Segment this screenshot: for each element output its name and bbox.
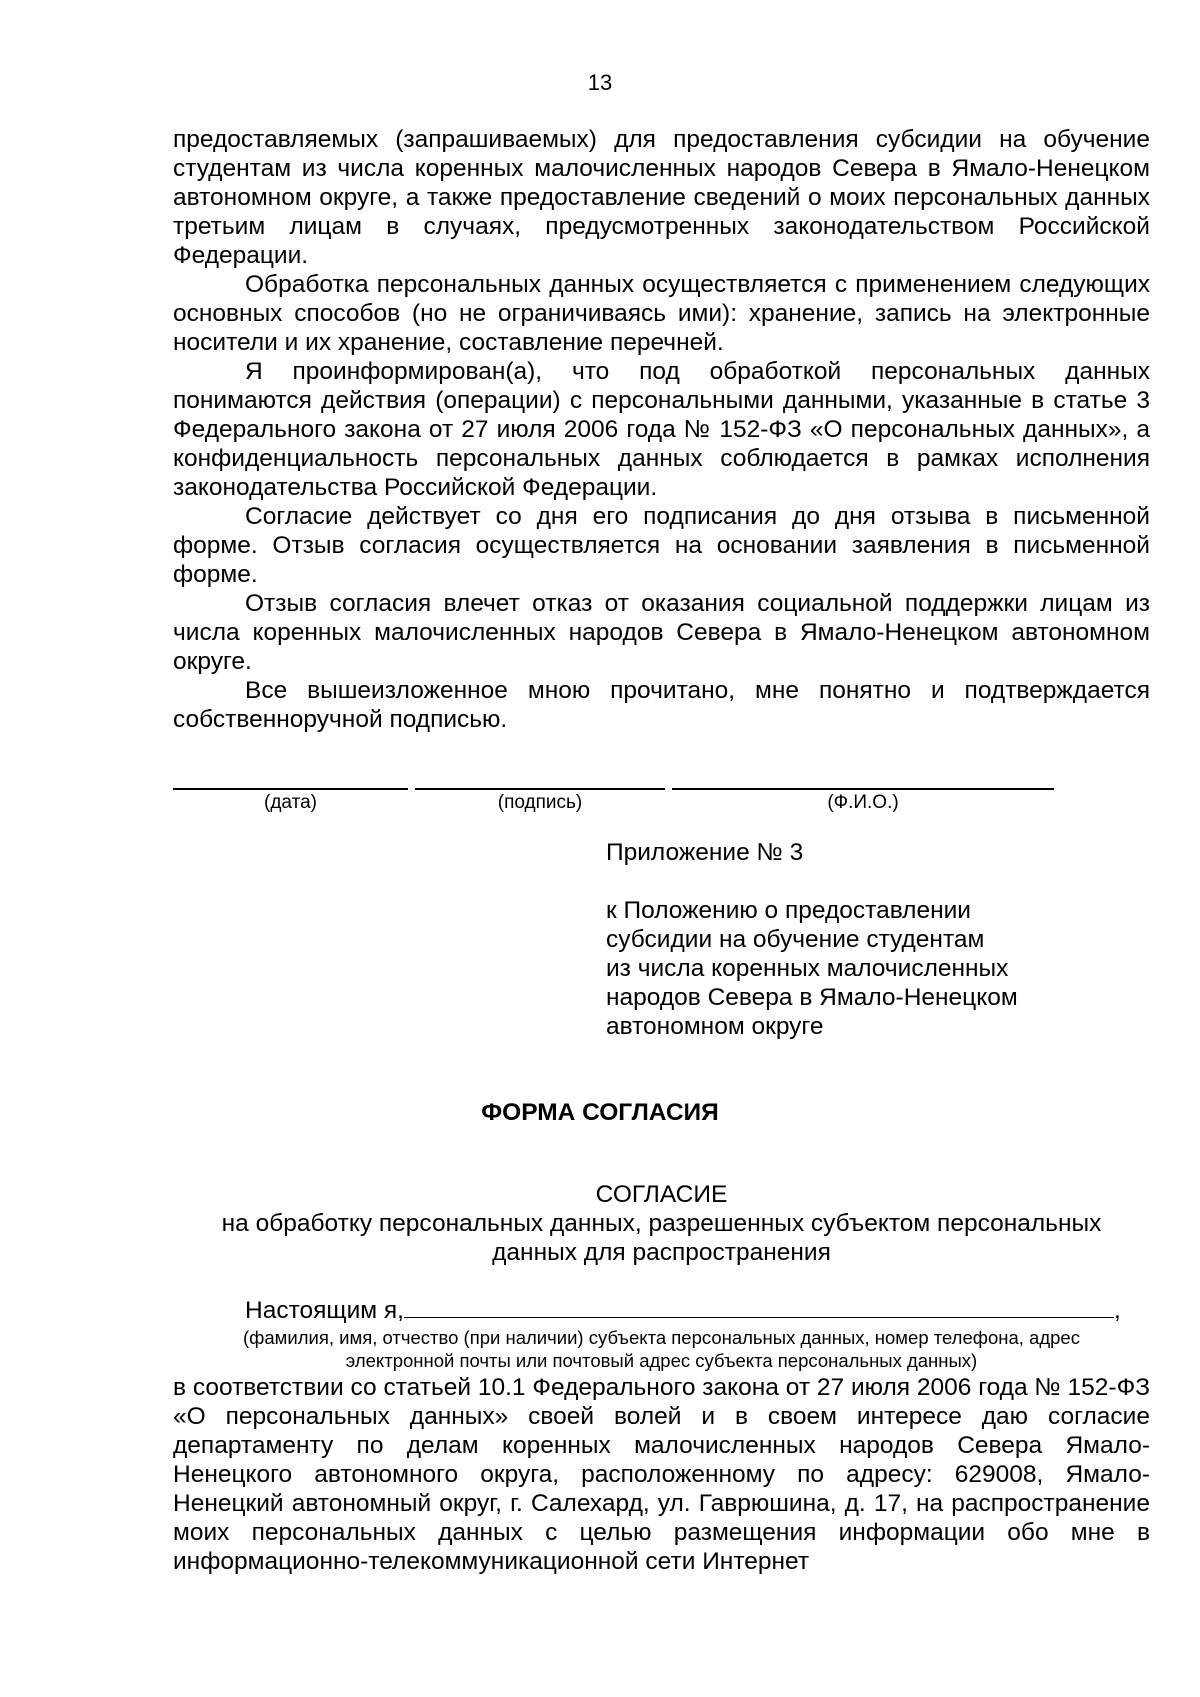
paragraph-processing-methods: Обработка персональных данных осуществляется с применением следующих основных способов (но не ограничиваясь ими): хранение, запись на электронные носители и их хранение, составление перечней.	[173, 271, 1150, 356]
paragraph-confirmation: Все вышеизложенное мною прочитано, мне понятно и подтверждается собственноручной подписью.	[173, 677, 1150, 733]
appendix-line: к Положению о предоставлении	[606, 897, 971, 924]
form-heading: ФОРМА СОГЛАСИЯ	[481, 1099, 719, 1126]
consent-title: СОГЛАСИЕ	[595, 1181, 728, 1208]
consent-text-continuation	[173, 125, 1150, 734]
appendix-line: из числа коренных малочисленных	[606, 955, 1009, 982]
appendix-line: автономном округе	[606, 1013, 824, 1040]
consent-subtitle-line1: на обработку персональных данных, разрешенных субъектом персональных	[221, 1210, 1102, 1237]
page-number: 13	[587, 70, 613, 95]
date-label: (дата)	[264, 792, 317, 813]
consent-intro-text: Настоящим я,	[245, 1297, 404, 1324]
paragraph-withdrawal: Отзыв согласия влечет отказ от оказания социальной поддержки лицам из числа коренных малочисленных народов Севера в Ямало-Ненецком автономном округе.	[173, 590, 1150, 675]
paragraph-continuation: предоставляемых (запрашиваемых) для предоставления субсидии на обучение студентам из числа коренных малочисленных народов Севера в Ямало-Ненецком автономном округе, а также предоставление сведений о моих персональных данных третьим лицам в случаях, предусмотренных законодательством Российской Федерации.	[173, 126, 1150, 269]
signature-block	[173, 788, 1073, 828]
consent-subtitle-line2: данных для распространения	[492, 1239, 831, 1266]
appendix-line: народов Севера в Ямало-Ненецком	[606, 984, 1018, 1011]
full-name-line[interactable]	[672, 788, 1054, 790]
date-line[interactable]	[173, 788, 408, 790]
full-name-label: (Ф.И.О.)	[827, 792, 899, 813]
consent-body	[173, 1373, 1150, 1576]
subject-details-field[interactable]	[404, 1295, 1114, 1318]
consent-title-block	[173, 1180, 1150, 1267]
consent-body-paragraph: в соответствии со статьей 10.1 Федерального закона от 27 июля 2006 года № 152-ФЗ «О персональных данных» своей волей и в своем интересе даю согласие департаменту по делам коренных малочисленных народов Севера Ямало-Ненецкого автономного округа, расположенному по адресу: 629008, Ямало-Ненецкий автономный округ, г. Салехард, ул. Гаврюшина, д. 17, на распространение моих персональных данных с целью размещения информации обо мне в информационно-телекоммуникационной сети Интернет	[173, 1374, 1150, 1575]
subject-details-hint	[173, 1326, 1150, 1372]
hint-line1: (фамилия, имя, отчество (при наличии) субъекта персональных данных, номер телефона, адрес	[243, 1327, 1080, 1348]
hint-line2: электронной почты или почтовый адрес субъекта персональных данных)	[345, 1350, 978, 1371]
signature-label: (подпись)	[497, 792, 583, 813]
signature-line[interactable]	[415, 788, 665, 790]
consent-intro	[245, 1295, 1121, 1325]
appendix-line: субсидии на обучение студентам	[606, 926, 985, 953]
appendix-reference	[606, 896, 1126, 1041]
paragraph-validity: Согласие действует со дня его подписания до дня отзыва в письменной форме. Отзыв согласия осуществляется на основании заявления в письменной форме.	[173, 503, 1150, 588]
consent-intro-comma: ,	[1113, 1297, 1121, 1324]
paragraph-informed: Я проинформирован(а), что под обработкой персональных данных понимаются действия (операции) с персональными данными, указанные в статье 3 Федерального закона от 27 июля 2006 года № 152-ФЗ «О персональных данных», а конфиденциальность персональных данных соблюдается в рамках исполнения законодательства Российской Федерации.	[173, 358, 1150, 501]
appendix-title: Приложение № 3	[606, 839, 804, 866]
